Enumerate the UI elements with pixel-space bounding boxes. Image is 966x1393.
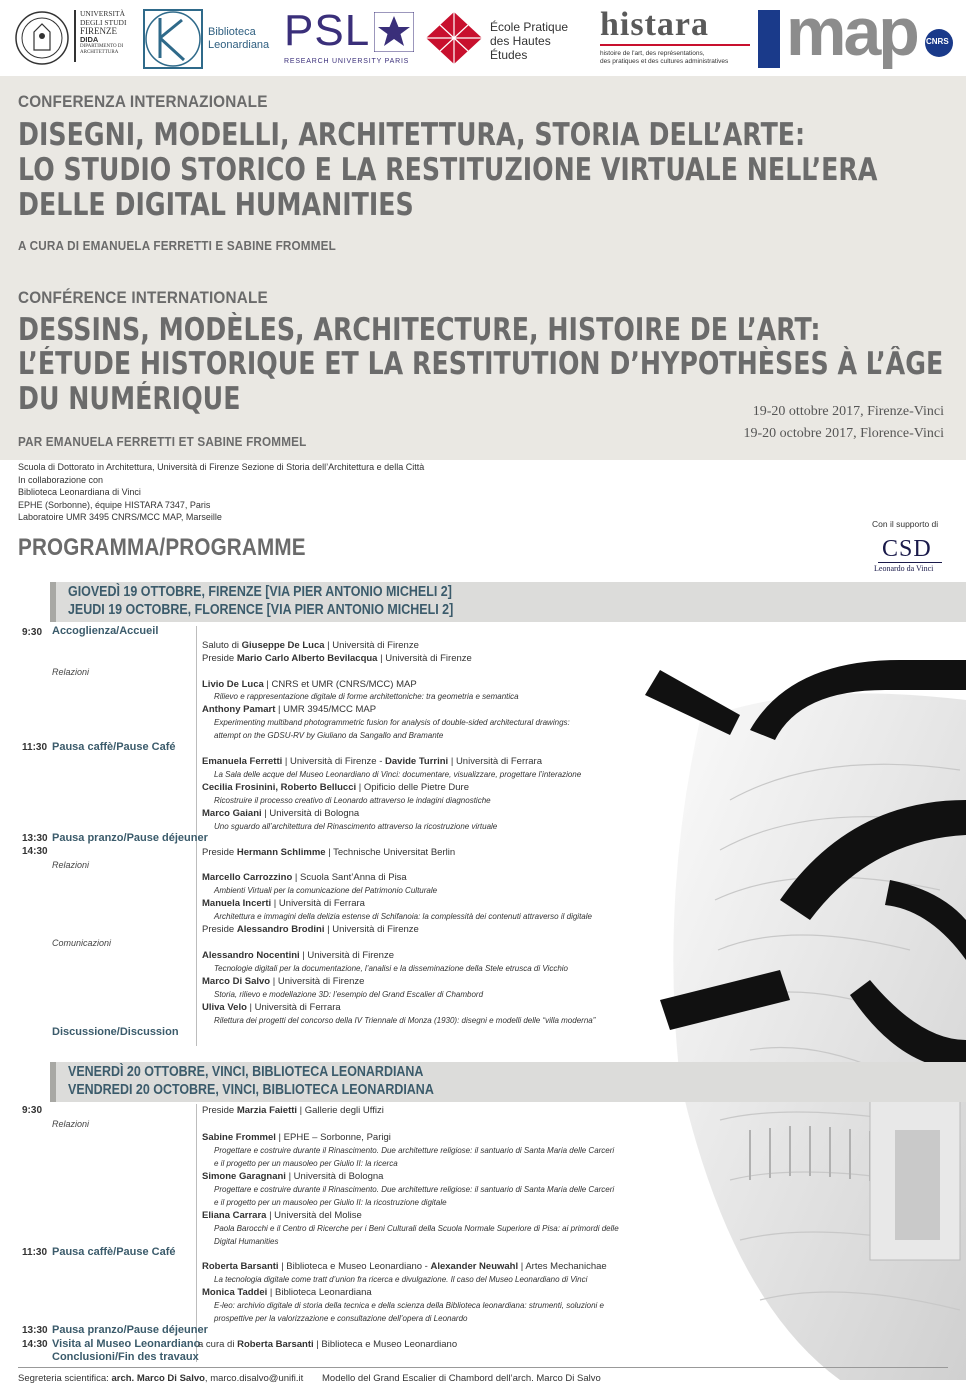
organizer-line: Biblioteca Leonardiana di Vinci (18, 487, 141, 497)
date-fr: 19-20 octobre 2017, Florence-Vinci (743, 426, 944, 441)
chair-line: Preside Marzia Faietti | Gallerie degli Uffizi (202, 1105, 384, 1116)
section-label: Relazioni (52, 860, 90, 870)
leonardiana-text: Biblioteca (208, 26, 256, 38)
session-break: Pausa caffè/Pause Café (52, 741, 176, 753)
talk-title: Digital Humanities (214, 1237, 279, 1246)
talk-title: Progettare e costruire durante il Rinascimento. Due architetture religiose: il santuario di Santa Maria delle Carceri (214, 1185, 615, 1194)
fr-title-line2: L’ÉTUDE HISTORIQUE ET LA RESTITUTION D’HYPOTHÈSES À L’ÂGE (18, 346, 944, 382)
section-label: Comunicazioni (52, 938, 112, 948)
unifi-text: FIRENZE (80, 26, 117, 36)
csd-logo: CSD (882, 536, 932, 562)
speaker-line: Saluto di Giuseppe De Luca | Università di Firenze (202, 640, 419, 651)
time: 13:30 (22, 833, 48, 844)
time: 14:30 (22, 846, 48, 857)
histara-logo (600, 6, 750, 70)
unifi-text: DIPARTIMENTO DI (80, 44, 124, 49)
time: 14:30 (22, 1339, 48, 1350)
leonardiana-icon (142, 8, 204, 70)
day1-title-fr: JEUDI 19 OCTOBRE, FLORENCE [VIA PIER ANTONIO MICHELI 2] (68, 602, 454, 618)
unifi-text: ARCHITETTURA (80, 50, 119, 55)
organizer-line: In collaborazione con (18, 474, 104, 485)
speaker-line: Roberta Barsanti | Biblioteca e Museo Leonardiano - Alexander Neuwahl | Artes Mechanichae (202, 1261, 607, 1272)
histara-subtitle: des pratiques et des cultures administratives (600, 58, 729, 65)
date-it: 19-20 ottobre 2017, Firenze-Vinci (752, 404, 944, 419)
session-visit: Visita al Museo Leonardiano (52, 1338, 201, 1350)
it-title-line3: DELLE DIGITAL HUMANITIES (18, 187, 414, 223)
speaker-line: Sabine Frommel | EPHE – Sorbonne, Parigi (202, 1132, 391, 1143)
time: 9:30 (22, 627, 43, 638)
it-curators: A CURA DI EMANUELA FERRETTI E SABINE FROMMEL (18, 238, 336, 253)
session-lunch: Pausa pranzo/Pause déjeuner (52, 1324, 208, 1336)
histara-subtitle: histoire de l'art, des représentations, (600, 50, 705, 57)
speaker-line: Preside Mario Carlo Alberto Bevilacqua | Università di Firenze (202, 653, 472, 664)
talk-title: Progettare e costruire durante il Rinascimento. Due architetture religiose: il santuario di Santa Maria delle Carceri (214, 1146, 615, 1155)
map-logo (758, 0, 958, 70)
speaker-line: Alessandro Nocentini | Università di Firenze (202, 950, 395, 961)
organizer-line: Laboratoire UMR 3495 CNRS/MCC MAP, Marseille (18, 512, 222, 522)
it-kicker: CONFERENZA INTERNAZIONALE (18, 92, 268, 111)
unifi-text: DIDA (80, 34, 99, 44)
talk-title: Rilettura dei progetti del concorso della IV Triennale di Monza (1930): disegni e modelli delle “villa moderna” (214, 1016, 596, 1025)
fr-title-line3: DU NUMÉRIQUE (18, 381, 241, 417)
leonardiana-text: Leonardiana (208, 39, 270, 51)
organizers (18, 461, 424, 524)
speaker-line: Emanuela Ferretti | Università di Firenze - Davide Turrini | Università di Ferrara (202, 756, 543, 767)
speaker-line: Uliva Velo | Università di Ferrara (202, 1002, 341, 1013)
map-text: map (786, 0, 917, 70)
organizer-line: EPHE (Sorbonne), équipe HISTARA 7347, Paris (18, 499, 211, 510)
psl-text: PSL (284, 6, 371, 55)
time: 11:30 (22, 1247, 48, 1258)
star-icon (374, 12, 414, 52)
time: 9:30 (22, 1105, 43, 1116)
session-conclusions: Conclusioni/Fin des travaux (52, 1351, 199, 1363)
image-credit: Modello del Grand Escalier di Chambord dell’arch. Marco Di Salvo (322, 1373, 601, 1384)
leonardiana-logo (142, 6, 276, 70)
day2-title-fr: VENDREDI 20 OCTOBRE, VINCI, BIBLIOTECA LEONARDIANA (68, 1082, 434, 1098)
cnrs-text: CNRS (926, 37, 949, 46)
unifi-text: UNIVERSITÀ (80, 9, 125, 18)
talk-title: Tecnologie digitali per la documentazione, l’analisi e la disseminazione della Stele etrusca di Vicchio (214, 964, 568, 973)
speaker-line: Marco Gaiani | Università di Bologna (202, 808, 360, 819)
footer-rule (18, 1367, 948, 1368)
chair-line: Preside Alessandro Brodini | Università di Firenze (202, 924, 419, 935)
talk-title: Ricostruire il processo creativo di Leonardo attraverso le indagini diagnostiche (214, 796, 491, 805)
talk-title: Rilievo e rappresentazione digitale di forme architettoniche: tra geometria e semantica (214, 692, 519, 701)
day2-marker (50, 1062, 56, 1102)
day1-title-it: GIOVEDÌ 19 OTTOBRE, FIRENZE [VIA PIER ANTONIO MICHELI 2] (68, 584, 452, 600)
day2-title-it: VENERDÌ 20 OTTOBRE, VINCI, BIBLIOTECA LEONARDIANA (68, 1064, 424, 1080)
ephe-diamond-icon (424, 10, 484, 66)
ephe-logo (424, 6, 584, 70)
talk-title: Paola Barocchi e il Centro di Ricerche per i Beni Culturali della Scuola Normale Superiore di Pisa: ai primordi delle (214, 1224, 619, 1233)
talk-title: Architettura e immagini della delizia estense di Schifanoia: la complessità dei contenuti attraverso il digitale (214, 912, 592, 921)
speaker-line: Marcello Carrozzino | Scuola Sant’Anna di Pisa (202, 872, 407, 883)
it-title-line2: LO STUDIO STORICO E LA RESTITUZIONE VIRTUALE NELL’ERA (18, 152, 878, 188)
unifi-text: DEGLI STUDI (80, 17, 127, 27)
section-label: Relazioni (52, 667, 90, 677)
time: 13:30 (22, 1325, 48, 1336)
talk-title: Experimenting multiband photogrammetric fusion for analysis of double-sided architectural drawings: (214, 718, 570, 727)
day1-marker (50, 582, 56, 622)
talk-title: attempt on the GDSU-RV by Giuliano da Sangallo and Bramante (214, 731, 444, 740)
talk-title: La tecnologia digitale come tratt d’union fra ricerca e divulgazione. Il caso del Museo Leonardiano di Vinci (214, 1275, 588, 1284)
talk-title: e il progetto per un mausoleo per Giulio II: la ricostruzione digitale (214, 1198, 447, 1207)
speaker-line: Manuela Incerti | Università di Ferrara (202, 898, 365, 909)
session-break: Pausa caffè/Pause Café (52, 1246, 176, 1258)
fr-kicker: CONFÉRENCE INTERNATIONALE (18, 288, 268, 307)
talk-title: La Sala delle acque del Museo Leonardiano di Vinci: documentare, visualizzare, progettare l’interazione (214, 770, 582, 779)
speaker-line: Simone Garagnani | Università di Bologna (202, 1171, 384, 1182)
speaker-line: Marco Di Salvo | Università di Firenze (202, 976, 365, 987)
speaker-line: Eliana Carrara | Università del Molise (202, 1210, 362, 1221)
histara-text: histara (600, 6, 709, 43)
session-discussion: Discussione/Discussion (52, 1026, 179, 1038)
fr-curators: PAR EMANUELA FERRETTI ET SABINE FROMMEL (18, 434, 307, 449)
ephe-text: École Pratique (490, 20, 569, 34)
support-label: Con il supporto di (872, 519, 939, 529)
talk-title: prospettive per la valorizzazione e consultazione dell’opera di Leonardo (214, 1314, 468, 1323)
speaker-line: Cecilia Frosinini, Roberto Bellucci | Opificio delle Pietre Dure (202, 782, 469, 793)
csd-underline (878, 562, 942, 563)
talk-title: e il progetto per un mausoleo per Giulio II: la ricerca (214, 1159, 398, 1168)
unifi-logo (14, 6, 132, 70)
section-label: Relazioni (52, 1119, 90, 1129)
talk-title: E-leo: archivio digitale di storia della tecnica e della scienza della Biblioteca leonardiana: strumenti, soluzioni e (214, 1301, 604, 1310)
programme-title: PROGRAMMA/PROGRAMME (18, 534, 306, 561)
fr-title-line1: DESSINS, MODÈLES, ARCHITECTURE, HISTOIRE DE L’ART: (18, 312, 821, 348)
talk-title: Uno sguardo all’architettura del Rinascimento attraverso la ricostruzione virtuale (214, 822, 498, 831)
time: 11:30 (22, 742, 48, 753)
psl-subtitle: RESEARCH UNIVERSITY PARIS (284, 58, 410, 65)
visit-curator: a cura di Roberta Barsanti | Biblioteca e Museo Leonardiano (198, 1339, 458, 1350)
talk-title: Storia, rilievo e modellazione 3D: l’esempio del Grand Escalier di Chambord (214, 990, 484, 999)
speaker-line: Monica Taddei | Biblioteca Leonardiana (202, 1287, 372, 1298)
organizer-line: Scuola di Dottorato in Architettura, Università di Firenze Sezione di Storia dell’Architettura e della Città (18, 462, 425, 472)
csd-subtitle: Leonardo da Vinci (874, 564, 934, 573)
session-welcome: Accoglienza/Accueil (52, 625, 159, 637)
scientific-secretariat: Segreteria scientifica: arch. Marco Di Salvo, marco.disalvo@unifi.it (18, 1373, 304, 1384)
it-title-line1: DISEGNI, MODELLI, ARCHITETTURA, STORIA DELL’ARTE: (18, 117, 806, 153)
speaker-line: Anthony Pamart | UMR 3945/MCC MAP (202, 704, 377, 715)
chair-line: Preside Hermann Schlimme | Technische Universitat Berlin (202, 847, 456, 858)
talk-title: Ambienti Virtuali per la comunicazione del Patrimonio Culturale (214, 886, 438, 895)
ephe-text: des Hautes Études (490, 34, 551, 62)
session-lunch: Pausa pranzo/Pause déjeuner (52, 832, 208, 844)
staircase-model-illustration (640, 660, 966, 1380)
unifi-seal-icon (14, 8, 70, 68)
speaker-line: Livio De Luca | CNRS et UMR (CNRS/MCC) MAP (202, 679, 417, 690)
psl-logo (284, 6, 416, 70)
